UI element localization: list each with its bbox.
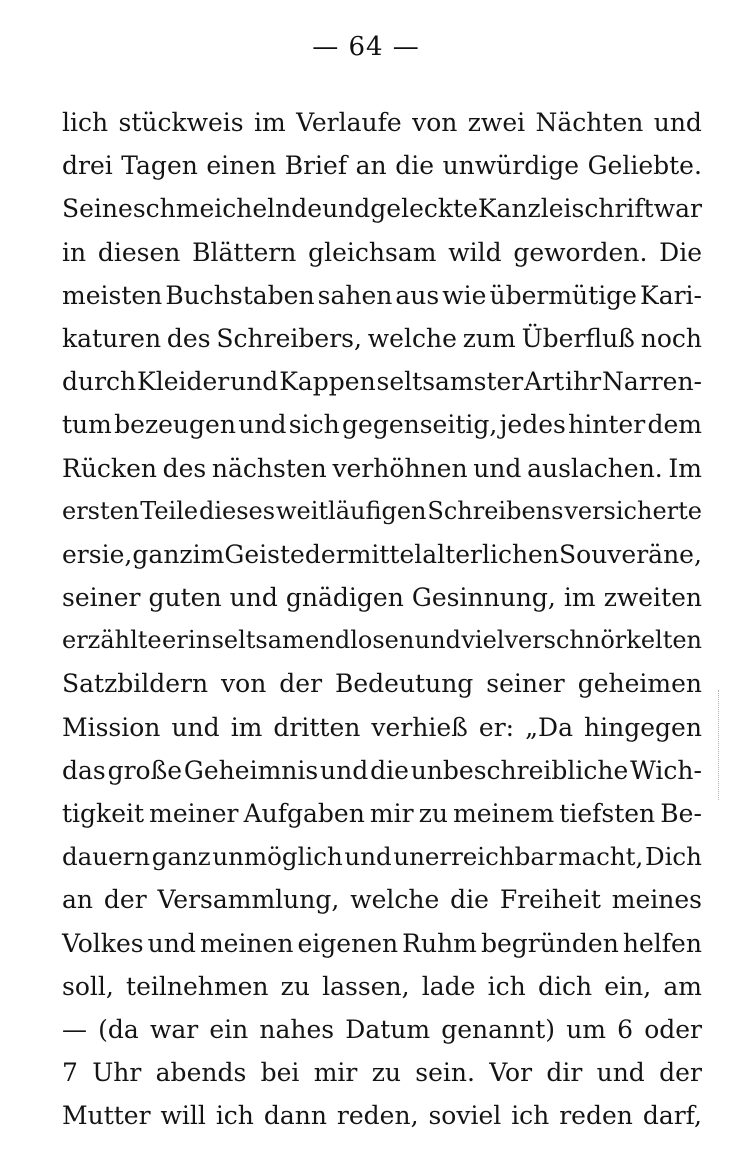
word: und (320, 755, 369, 785)
word: Schreibens (427, 496, 564, 525)
text-line (62, 360, 702, 403)
word: sich (288, 410, 340, 440)
word: und (229, 583, 278, 613)
word: er (161, 626, 188, 655)
word: zum (462, 323, 516, 353)
text-line (62, 101, 702, 144)
word: Satzbildern (62, 669, 209, 699)
word: Volkes (62, 928, 144, 958)
word: katuren (62, 323, 162, 353)
word: auslachen. (527, 453, 663, 483)
word: er: (478, 712, 515, 742)
word: meinem (453, 799, 555, 828)
word: Rücken (62, 453, 157, 483)
word: an (355, 151, 387, 181)
word: mittelalterlichen (347, 539, 559, 569)
word: mir (369, 799, 414, 828)
word: zwei (467, 108, 526, 137)
word: „Da (525, 712, 574, 742)
word: Dich (644, 842, 702, 872)
word: im (563, 583, 596, 613)
word: in (188, 626, 212, 655)
word: drei (62, 151, 113, 181)
word: und (596, 1058, 645, 1088)
text-line (62, 447, 702, 490)
text-line (62, 403, 702, 446)
margin-dots (718, 690, 723, 800)
word: versicherte (564, 496, 702, 525)
word: und (414, 626, 461, 655)
word: ich (511, 1101, 550, 1131)
word: darf, (642, 1101, 702, 1131)
word: Überfluß (521, 323, 635, 353)
word: soviel (428, 1101, 502, 1131)
word: dann (263, 1101, 327, 1131)
word: um (566, 1014, 606, 1044)
word: geheimen (577, 669, 702, 699)
word: soll, (62, 971, 114, 1001)
word: 7 (62, 1058, 78, 1088)
word: unwürdige (442, 151, 580, 181)
word: am (663, 971, 702, 1001)
word: dauern (62, 842, 151, 872)
word: aus (395, 280, 440, 310)
word: noch (640, 323, 702, 353)
word: — (62, 1014, 87, 1044)
word: ganz (151, 842, 211, 872)
word: Geheimnis (183, 755, 319, 785)
word: ich (215, 1101, 254, 1131)
word: geworden. (513, 237, 648, 267)
word: Mission (62, 712, 161, 742)
word: schmeichelnde (132, 194, 323, 224)
word: welche (350, 885, 440, 915)
text-line (62, 619, 702, 662)
word: zu (280, 971, 310, 1001)
word: Wich- (630, 755, 702, 785)
word: sein. (415, 1058, 475, 1088)
word: Gesinnung, (411, 583, 556, 613)
word: lade (421, 971, 476, 1001)
word: tum (62, 410, 112, 440)
word: diesen (97, 237, 181, 267)
word: Versammlung, (157, 885, 340, 915)
word: des (166, 323, 211, 353)
word: sie, (88, 539, 133, 569)
word: der (659, 1058, 702, 1088)
word: von (221, 669, 267, 699)
word: geleckte (370, 194, 478, 224)
word: oder (644, 1014, 702, 1044)
word: lassen, (322, 971, 410, 1001)
word: nächsten (211, 453, 327, 483)
word: ein, (604, 971, 652, 1001)
word: Kleider (137, 367, 230, 397)
word: im (230, 712, 263, 742)
word: meinen (199, 928, 294, 958)
text-line (62, 274, 702, 317)
word: hingegen (584, 712, 702, 742)
word: unbeschreibliche (410, 755, 629, 785)
word: zu (418, 799, 448, 828)
text-line (62, 144, 702, 187)
word: an (62, 885, 94, 915)
word: Im (668, 453, 702, 483)
word: welche (367, 323, 457, 353)
word: teilnehmen (126, 971, 269, 1001)
word: die (450, 885, 489, 915)
word: Kappen (279, 367, 376, 397)
word: Teile (140, 496, 199, 525)
word: Blättern (192, 237, 297, 267)
text-line (62, 1051, 702, 1094)
word: bei (260, 1058, 300, 1088)
word: Nächten (535, 108, 644, 137)
word: der (103, 885, 147, 915)
word: 6 (617, 1014, 634, 1044)
word: wie (442, 280, 487, 310)
word: und (344, 842, 392, 872)
word: helfen (622, 928, 702, 958)
word: will (160, 1101, 206, 1131)
word: und (147, 928, 196, 958)
word: Schreibers, (216, 323, 362, 353)
word: Kanzleischrift (477, 194, 654, 224)
word: unerreichbar (393, 842, 557, 872)
word: eigenen (297, 928, 399, 958)
word: nahes (259, 1014, 335, 1044)
word: stückweis (118, 108, 244, 137)
word: dem (647, 410, 702, 440)
word: der (279, 669, 323, 699)
word: verhöhnen (332, 453, 468, 483)
word: genannt) (441, 1014, 556, 1044)
word: Geliebte. (587, 151, 702, 181)
text-line (62, 1094, 702, 1137)
word: meines (611, 885, 702, 915)
word: ich (487, 971, 526, 1001)
word: seltsam (211, 626, 305, 655)
word: Datum (345, 1014, 431, 1044)
word: von (412, 108, 458, 137)
word: seltsamster (376, 367, 524, 397)
word: Buchstaben (165, 280, 315, 310)
word: und (473, 453, 522, 483)
word: und (230, 367, 279, 397)
word: (da (98, 1014, 139, 1044)
word: macht, (558, 842, 644, 872)
word: Brief (284, 151, 348, 181)
word: im (254, 108, 286, 137)
word: Die (659, 237, 702, 267)
word: weitläufigen (275, 496, 427, 525)
word: verhieß (371, 712, 468, 742)
word: die (370, 755, 409, 785)
text-line (62, 922, 702, 965)
word: des (162, 453, 207, 483)
word: meisten (62, 280, 163, 310)
word: Souveräne, (559, 539, 702, 569)
word: wild (448, 237, 502, 267)
word: Tagen (121, 151, 198, 181)
word: unmöglich (212, 842, 343, 872)
word: war (149, 1014, 199, 1044)
word: große (107, 755, 183, 785)
word: Geiste (224, 539, 305, 569)
page-number-header: — 64 — (312, 32, 420, 62)
text-line (62, 878, 702, 921)
word: mir (313, 1058, 358, 1088)
word: Narren- (601, 367, 702, 397)
word: Kari- (640, 280, 702, 310)
text-line (62, 231, 702, 274)
word: dritten (273, 712, 361, 742)
word: die (395, 151, 435, 181)
word: das (62, 755, 106, 785)
text-line (62, 792, 702, 835)
word: Seine (62, 194, 133, 224)
word: und (653, 108, 702, 137)
word: seiner (62, 583, 141, 613)
word: übermütige (489, 280, 637, 310)
word: einen (206, 151, 277, 181)
word: jedes (499, 410, 566, 440)
text-line (62, 317, 702, 360)
text-line (62, 706, 702, 749)
text-line (62, 835, 702, 878)
word: sahen (317, 280, 393, 310)
word: Freiheit (499, 885, 601, 915)
word: ganz (132, 539, 193, 569)
text-line (62, 533, 702, 576)
word: Vor (489, 1058, 533, 1088)
word: dich (537, 971, 593, 1001)
word: gegenseitig, (342, 410, 498, 440)
text-line (62, 187, 702, 230)
word: reden, (336, 1101, 419, 1131)
word: guten (148, 583, 222, 613)
word: Bedeutung (334, 669, 474, 699)
word: war (653, 194, 702, 224)
word: Verlaufe (296, 108, 402, 137)
word: gnädigen (285, 583, 404, 613)
text-line (62, 662, 702, 705)
word: Mutter (62, 1101, 151, 1131)
word: er (62, 539, 89, 569)
word: in (62, 237, 87, 267)
word: und (322, 194, 371, 224)
text-line (62, 965, 702, 1008)
word: und (238, 410, 287, 440)
word: Ruhm (402, 928, 477, 958)
word: bezeugen (114, 410, 236, 440)
word: vielverschnörkelten (461, 626, 702, 655)
word: dir (546, 1058, 583, 1088)
text-line (62, 749, 702, 792)
word: zu (371, 1058, 401, 1088)
word: ersten (62, 496, 140, 525)
word: im (192, 539, 225, 569)
word: ihr (565, 367, 602, 397)
word: endlosen (305, 626, 415, 655)
word: lich (62, 108, 109, 137)
word: erzählte (62, 626, 162, 655)
text-line (62, 1008, 702, 1051)
word: der (304, 539, 348, 569)
word: Aufgaben (243, 799, 365, 828)
word: meiner (149, 799, 239, 828)
word: zweiten (603, 583, 702, 613)
word: Be- (660, 799, 702, 828)
word: dieses (198, 496, 276, 525)
word: tiefsten (559, 799, 656, 828)
text-line (62, 490, 702, 533)
word: und (171, 712, 220, 742)
page-body-text (62, 101, 702, 1138)
word: gleichsam (308, 237, 437, 267)
word: begründen (480, 928, 619, 958)
word: tigkeit (62, 799, 145, 828)
word: ein (209, 1014, 249, 1044)
word: hinter (568, 410, 646, 440)
word: abends (155, 1058, 247, 1088)
word: Uhr (92, 1058, 142, 1088)
word: reden (559, 1101, 633, 1131)
word: durch (62, 367, 137, 397)
word: Art (524, 367, 565, 397)
word: seiner (486, 669, 565, 699)
text-line (62, 576, 702, 619)
